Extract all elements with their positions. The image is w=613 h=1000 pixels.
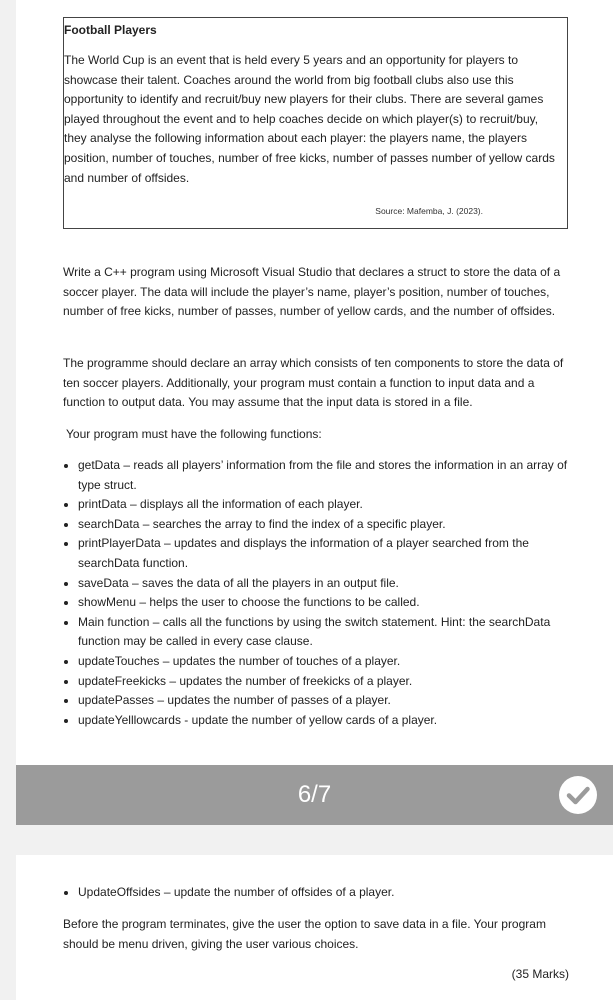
list-item: • printPlayerData – updates and displays the information of a player searched from the searchData function. [78, 534, 578, 573]
list-item: • saveData – saves the data of all the players in an output file. [78, 574, 578, 594]
scenario-box [63, 17, 568, 229]
box-text: The World Cup is an event that is held every 5 years and an opportunity for players to showcase their talent. Coaches around the world from big football clubs also use this opportunity to identify and recruit/buy new players for their clubs. There are several games played throughout the event and to help coaches decide on which player(s) to recruit/buy, they analyse the following information about each player: the players name, the players position, number of touches, number of free kicks, number of passes number of yellow cards and number of offsides. [64, 53, 555, 185]
document-page [16, 0, 613, 765]
instruction-paragraph: Write a C++ program using Microsoft Visual Studio that declares a struct to store the data of a soccer player. The data will include the player’s name, player’s position, number of touches, number of free kicks, number of passes, number of yellow cards, and the number of offsides. [63, 265, 561, 319]
list-item: • updateFreekicks – updates the number of freekicks of a player. [78, 672, 578, 692]
check-circle-icon[interactable] [559, 776, 597, 814]
list-item: • searchData – searches the array to find the index of a specific player. [78, 515, 578, 535]
list-item: • getData – reads all players’ information from the file and stores the information in an array of type struct. [78, 456, 578, 495]
list-item: • updateTouches – updates the number of touches of a player. [78, 652, 578, 672]
list-item: • showMenu – helps the user to choose the functions to be called. [78, 593, 578, 613]
list-item: • printData – displays all the information of each player. [78, 495, 578, 515]
box-title: Football Players [64, 23, 157, 37]
marks-label: (35 Marks) [511, 967, 569, 981]
functions-intro: Your program must have the following functions: [66, 427, 322, 441]
box-source: Source: Mafemba, J. (2023). [375, 206, 483, 216]
list-item: • updateYelllowcards - update the number of yellow cards of a player. [78, 711, 578, 731]
closing-paragraph: Before the program terminates, give the user the option to save data in a file. Your program should be menu driven, giving the user various choices. [63, 917, 546, 951]
document-page-next [16, 855, 613, 1000]
functions-list-continued [63, 883, 578, 903]
list-item: • updatePasses – updates the number of passes of a player. [78, 691, 578, 711]
instruction-paragraph: The programme should declare an array which consists of ten components to store the data of ten soccer players. Additionally, your program must contain a function to input data and a function to output data. You may assume that the input data is stored in a file. [63, 356, 564, 410]
list-item: • Main function – calls all the functions by using the switch statement. Hint: the searchData function may be called in every case clause. [78, 613, 578, 652]
page-pager-bar [16, 765, 613, 825]
functions-list [63, 456, 578, 730]
page-indicator: 6/7 [297, 781, 332, 808]
list-item: • UpdateOffsides – update the number of offsides of a player. [78, 883, 578, 903]
